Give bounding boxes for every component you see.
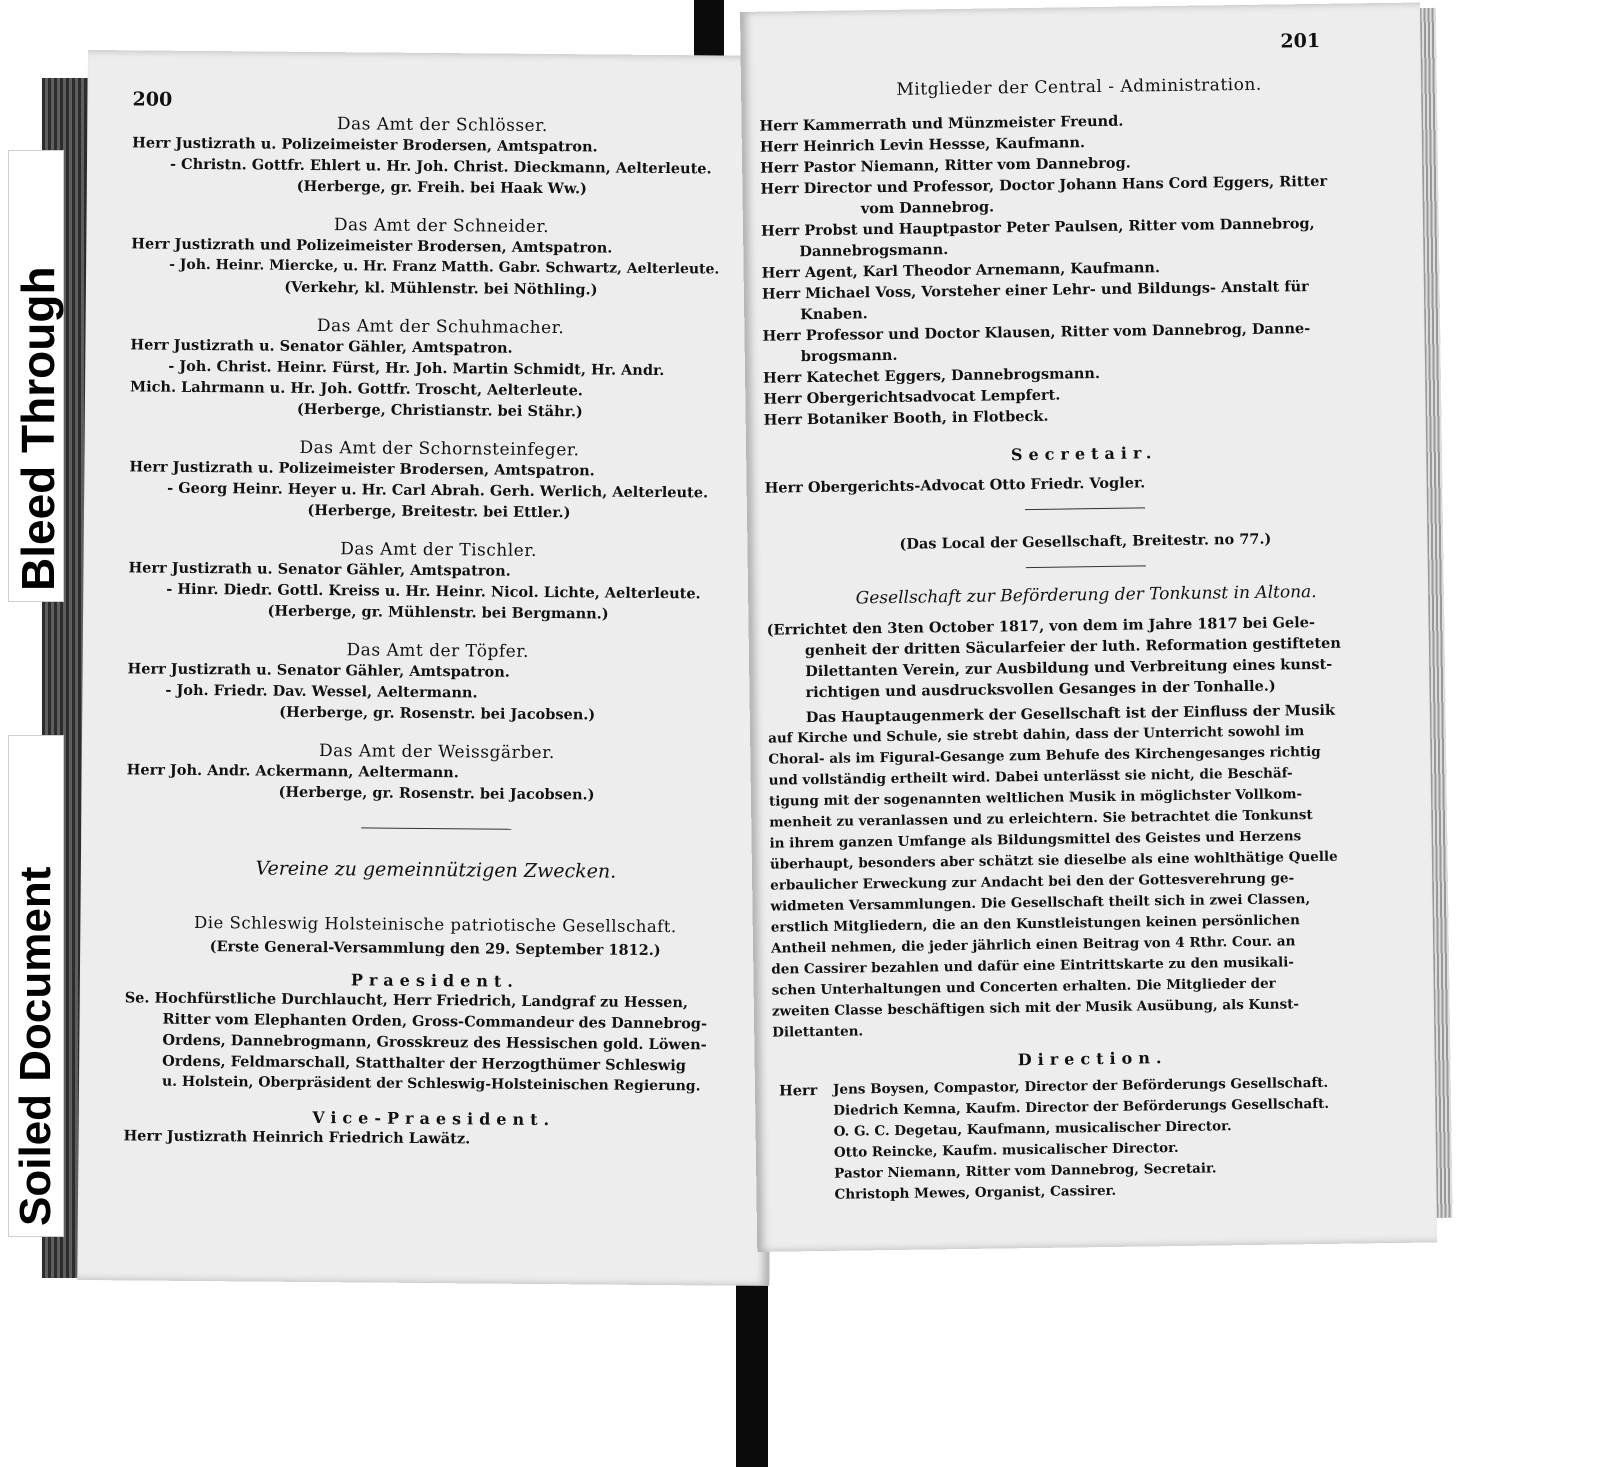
section-schornsteinfeger (129, 436, 750, 524)
member-line: Herr Probst und Hauptpastor Peter Paulsen, Ritter vom Dannebrog, (760, 214, 1315, 240)
section-line: - Christn. Gottfr. Ehlert u. Hr. Joh. Christ. Dieckmann, Aelterleute. (169, 155, 712, 178)
director-line: Pastor Niemann, Ritter vom Dannebrog, Secretair. (834, 1160, 1217, 1182)
section-title: Das Amt der Schneider. (333, 215, 550, 238)
director-line: O. G. C. Degetau, Kaufmann, musicalischer Director. (833, 1118, 1232, 1140)
section-title: Das Amt der Schornsteinfeger. (299, 437, 580, 461)
section-line: (Herberge, Breitestr. bei Ettler.) (307, 501, 571, 522)
section-line: (Herberge, gr. Rosenstr. bei Jacobsen.) (279, 703, 596, 724)
section-title: Das Amt der Töpfer. (346, 640, 530, 662)
member-line: Herr Director und Professor, Doctor Johann Hans Cord Eggers, Ritter (760, 172, 1328, 198)
section-line: - Georg Heinr. Heyer u. Hr. Carl Abrah. Gerh. Werlich, Aelterleute. (167, 479, 709, 502)
section-line: - Hinr. Diedr. Gottl. Kreiss u. Hr. Heinr. Nicol. Lichte, Aelterleute. (166, 580, 701, 603)
text-line: menheit zu veranlassen und zu erleichtern. Sie betrachtet die Tonkunst (769, 807, 1313, 831)
member-line: Herr Kammerrath und Münzmeister Freund. (759, 112, 1124, 135)
text-line: tigung mit der sogenannten weltlichen Musik in möglichster Vollkom- (768, 786, 1303, 810)
vice-praesident-line: Herr Justizrath Heinrich Friedrich Lawätz. (123, 1127, 471, 1148)
vereine-heading: Vereine zu gemeinnützigen Zwecken. (255, 857, 617, 883)
section-line: - Joh. Heinr. Miercke, u. Hr. Franz Matth. Gabr. Schwartz, Aelterleute. (169, 256, 720, 278)
member-line: Herr Pastor Niemann, Ritter vom Dannebrog. (760, 154, 1131, 177)
text-line: Choral- als im Figural-Gesange zum Behufe des Kirchengesanges richtig (768, 743, 1321, 768)
text-line: Se. Hochfürstliche Durchlaucht, Herr Friedrich, Landgraf zu Hessen, (124, 989, 689, 1012)
text-line: in ihrem ganzen Umfange als Bildungsmittel des Geistes und Herzens (769, 828, 1302, 852)
soiled-document-label: Soiled Document (11, 866, 60, 1226)
local-line: (Das Local der Gesellschaft, Breitestr. no 77.) (899, 530, 1272, 553)
director-line: Diedrich Kemna, Kaufm. Director der Beförderungs Gesellschaft. (833, 1095, 1330, 1119)
divider (1026, 565, 1146, 568)
section-line: (Herberge, gr. Rosenstr. bei Jacobsen.) (278, 783, 595, 804)
divider (1025, 507, 1145, 510)
direction-label: Direction. (1017, 1048, 1168, 1070)
section-line: Mich. Lahrmann u. Hr. Joh. Gottfr. Troscht, Aelterleute. (129, 378, 583, 400)
text-line: den Cassirer bezahlen und dafür eine Eintrittskarte zu den musikali- (771, 954, 1295, 978)
left-page-number: 200 (132, 88, 173, 111)
text-line: (Errichtet den 3ten October 1817, von dem im Jahre 1817 bei Gele- (766, 614, 1316, 639)
member-line: brogsmann. (800, 346, 898, 366)
vice-praesident-label: Vice-Praesident. (312, 1107, 556, 1130)
society-subtitle: (Erste General-Versammlung den 29. September 1812.) (209, 938, 661, 960)
book-spine-top (694, 0, 724, 58)
text-line: auf Kirche und Schule, sie strebt dahin, dass der Unterricht sowohl im (768, 723, 1305, 747)
text-line: erstlich Mitgliedern, die an den Kunstleistungen keinen persönlichen (770, 912, 1301, 936)
text-line: u. Holstein, Oberpräsident der Schleswig-Holsteinischen Regierung. (161, 1073, 701, 1095)
body-paragraph (768, 699, 1413, 1044)
secretair-label: Secretair. (1010, 443, 1158, 465)
praesident-label: Praesident. (350, 970, 520, 991)
text-line: Ritter vom Elephanten Orden, Gross-Commandeur des Dannebrog- (162, 1010, 708, 1033)
member-line: Herr Agent, Karl Theodor Arnemann, Kaufmann. (761, 259, 1161, 282)
section-line: Herr Justizrath u. Senator Gähler, Amtspatron. (127, 660, 510, 681)
text-line: Das Hauptaugenmerk der Gesellschaft ist der Einfluss der Musik (805, 701, 1336, 727)
member-line: vom Dannebrog. (860, 198, 995, 218)
section-toepfer (127, 638, 748, 726)
right-content (759, 73, 1415, 1207)
member-line: Herr Michael Voss, Vorsteher einer Lehr- und Bildungs- Anstalt für (761, 278, 1309, 303)
section-line: Herr Justizrath u. Senator Gähler, Amtspatron. (130, 336, 513, 357)
left-sections (123, 112, 752, 1151)
section-schuhmacher (130, 314, 751, 423)
section-line: (Herberge, gr. Freih. bei Haak Ww.) (296, 177, 587, 198)
section-line: Herr Justizrath u. Polizeimeister Brodersen, Amtspatron. (132, 134, 598, 156)
members-list (759, 107, 1403, 431)
section-line: Herr Justizrath u. Senator Gähler, Amtspatron. (128, 559, 511, 580)
bleed-through-label: Bleed Through (12, 266, 64, 591)
text-line: Dilettanten Verein, zur Ausbildung und Verbreitung eines kunst- (805, 655, 1333, 681)
left-page (77, 50, 780, 1286)
member-line: Knaben. (800, 305, 868, 324)
section-weissgaerber (126, 739, 747, 806)
central-admin-title: Mitglieder der Central - Administration. (896, 74, 1262, 100)
direction-prefix: Herr (778, 1082, 818, 1100)
section-line: Herr Justizrath und Polizeimeister Brodersen, Amtspatron. (131, 235, 613, 257)
text-line: genheit der dritten Säcularfeier der luth. Reformation gestifteten (804, 634, 1341, 660)
director-line: Otto Reincke, Kaufm. musicalischer Director. (833, 1139, 1179, 1161)
member-line: Herr Heinrich Levin Hessse, Kaufmann. (759, 134, 1086, 156)
text-line: Dilettanten. (772, 1023, 864, 1041)
section-line: (Herberge, gr. Mühlenstr. bei Bergmann.) (267, 602, 609, 623)
section-tischler (128, 537, 749, 625)
section-title: Das Amt der Schuhmacher. (316, 316, 565, 339)
text-line: schen Unterhaltungen und Concerten erhalten. Die Mitglieder der (771, 975, 1276, 999)
text-line: widmeten Versammlungen. Die Gesellschaft theilt sich in zwei Classen, (770, 891, 1311, 915)
member-line: Herr Professor und Doctor Klausen, Ritter vom Dannebrog, Danne- (762, 320, 1311, 345)
direction-list (773, 1072, 1415, 1207)
bleed-through-tab (8, 150, 64, 602)
section-title: Das Amt der Schlösser. (336, 114, 548, 137)
text-line: richtigen und ausdrucksvollen Gesanges in der Tonhalle.) (805, 677, 1276, 702)
text-line: überhaupt, besonders aber schätzt sie dieselbe als eine wohlthätige Quelle (769, 848, 1338, 873)
section-line: Herr Justizrath u. Polizeimeister Brodersen, Amtspatron. (129, 458, 595, 480)
director-line: Jens Boysen, Compastor, Director der Beförderungs Gesellschaft. (832, 1074, 1329, 1098)
member-line: Dannebrogsmann. (799, 241, 949, 261)
member-line: Herr Obergerichtsadvocat Lempfert. (763, 386, 1061, 408)
director-line: Christoph Mewes, Organist, Cassirer. (834, 1182, 1117, 1203)
text-line: Ordens, Feldmarschall, Statthalter der Herzogthümer Schleswig (162, 1052, 687, 1075)
direction-names (773, 1072, 1415, 1207)
secretair-line: Herr Obergerichts-Advocat Otto Friedr. Vogler. (764, 474, 1146, 497)
section-title: Das Amt der Weissgärber. (318, 741, 555, 764)
section-schneider (131, 213, 752, 301)
text-line: Antheil nehmen, die jeder jährlich einen Beitrag von 4 Rthr. Cour. an (770, 933, 1296, 957)
member-line: Herr Botaniker Booth, in Flotbeck. (763, 407, 1049, 429)
divider (361, 827, 511, 829)
tonkunst-heading: Gesellschaft zur Beförderung der Tonkunst in Altona. (855, 582, 1317, 609)
section-line: (Herberge, Christianstr. bei Stähr.) (296, 400, 583, 421)
section-line: - Joh. Christ. Heinr. Fürst, Hr. Joh. Martin Schmidt, Hr. Andr. (168, 357, 665, 380)
member-line: Herr Katechet Eggers, Dannebrogsmann. (762, 365, 1101, 387)
founded-note (766, 611, 1407, 704)
right-page-number: 201 (1280, 29, 1321, 53)
right-page (740, 3, 1437, 1252)
text-line: Ordens, Dannebrogmann, Grosskreuz des Hessischen gold. Löwen- (162, 1031, 707, 1054)
text-line: und vollständig ertheilt wird. Dabei unterlässt sie nicht, die Beschäf- (768, 765, 1293, 789)
praesident-text (124, 987, 745, 1097)
section-title: Das Amt der Tischler. (340, 539, 538, 561)
section-line: (Verkehr, kl. Mühlenstr. bei Nöthling.) (284, 278, 598, 299)
text-line: erbaulicher Erweckung zur Andacht bei den der Gottesverehrung ge- (770, 870, 1295, 894)
society-title: Die Schleswig Holsteinische patriotische Gesellschaft. (193, 912, 677, 937)
text-line: zweiten Classe beschäftigen sich mit der Musik Ausübung, als Kunst- (771, 996, 1300, 1020)
section-schloesser (132, 112, 753, 200)
section-line: Herr Joh. Andr. Ackermann, Aeltermann. (126, 761, 459, 782)
section-line: - Joh. Friedr. Dav. Wessel, Aeltermann. (165, 681, 478, 702)
soiled-document-tab (8, 735, 64, 1237)
